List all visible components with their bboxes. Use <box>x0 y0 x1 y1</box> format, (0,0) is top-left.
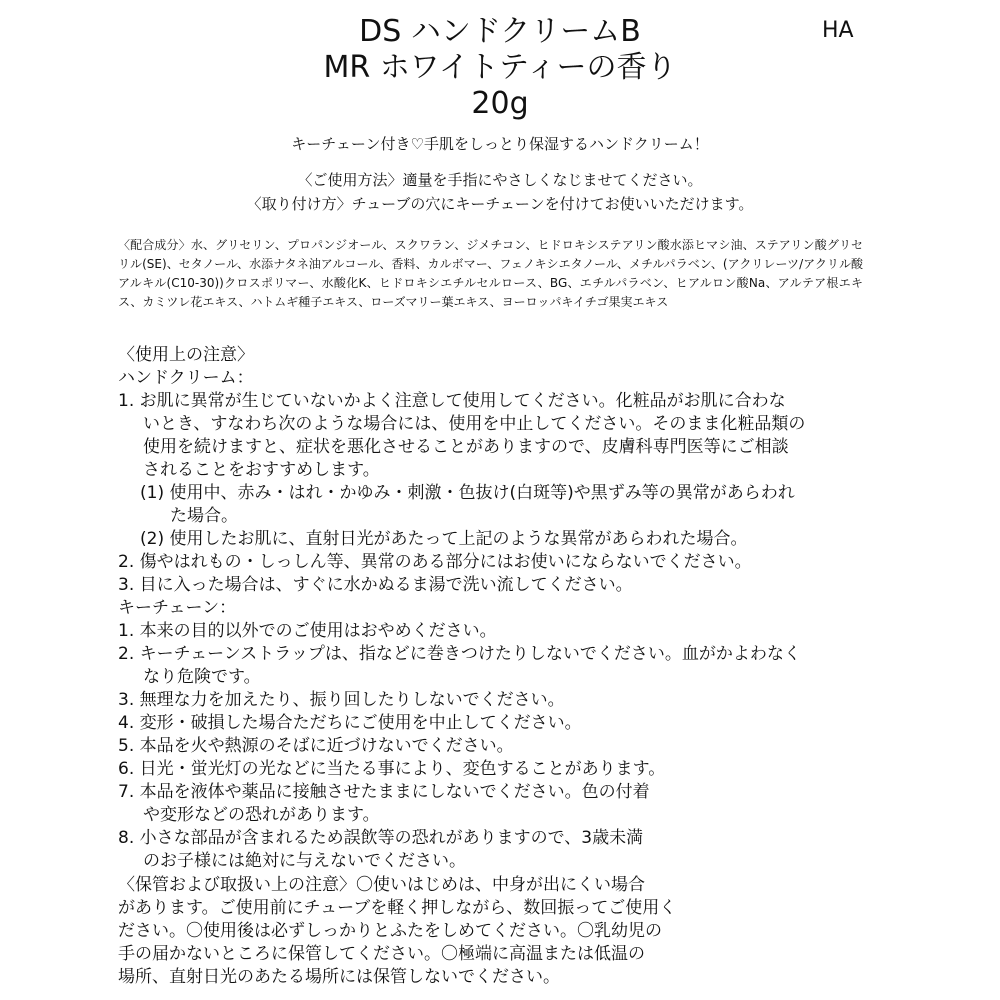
precaution-line: なり危険です。 <box>143 667 261 687</box>
precaution-line: 5. 本品を火や熱源のそばに近づけないでください。 <box>118 736 514 756</box>
storage-line: 〈保管および取扱い上の注意〉〇使いはじめは、中身が出にくい場合 <box>118 875 645 895</box>
precaution-line: いとき、すなわち次のような場合には、使用を中止してください。そのまま化粧品類の <box>143 414 806 434</box>
hand-cream-heading: ハンドクリーム： <box>118 368 254 388</box>
precaution-line: 2. キーチェーンストラップは、指などに巻きつけたりしないでください。血がかよわなく <box>118 644 801 664</box>
usage-instructions: 〈ご使用方法〉適量を手指にやさしくなじませてください。 <box>297 171 703 189</box>
precaution-line: 1. お肌に異常が生じていないかよく注意して使用してください。化粧品がお肌に合わな <box>118 391 786 411</box>
storage-line: ださい。〇使用後は必ずしっかりとふたをしめてください。〇乳幼児の <box>118 921 662 941</box>
precaution-line: 3. 目に入った場合は、すぐに水かぬるま湯で洗い流してください。 <box>118 575 633 595</box>
product-weight: 20g <box>471 86 529 121</box>
precautions-heading: 〈使用上の注意〉 <box>118 345 254 365</box>
precaution-line: 8. 小さな部品が含まれるため誤飲等の恐れがありますので、3歳未満 <box>118 828 644 848</box>
precaution-line: のお子様には絶対に与えないでください。 <box>143 851 466 871</box>
precaution-line: (2) 使用したお肌に、直射日光があたって上記のような異常があらわれた場合。 <box>140 529 748 549</box>
keychain-heading: キーチェーン： <box>118 598 237 618</box>
precaution-line: 1. 本来の目的以外でのご使用はおやめください。 <box>118 621 497 641</box>
storage-line: 手の届かないところに保管してください。〇極端に高温または低温の <box>118 944 645 964</box>
precaution-line: 7. 本品を液体や薬品に接触させたままにしないでください。色の付着 <box>118 782 650 802</box>
ingredients-list: 〈配合成分〉水、グリセリン、プロパンジオール、スクワラン、ジメチコン、ヒドロキシステアリン酸水添ヒマシ油、ステアリン酸グリセリル(SE)、セタノール、水添ナタネ油アルコール、香料、カルボマー、フェノキシエタノール、メチルパラベン、(アクリレーツ/アクリル酸アルキル(C10-30))クロスポリマー、水酸化K、ヒドロキシエチルセルロース、BG、エチルパラベン、ヒアルロン酸Na、アルテア根エキス、カミツレ花エキス、ハトムギ種子エキス、ローズマリー葉エキス、ヨーロッパキイチゴ果実エキス <box>118 238 863 309</box>
precaution-line: されることをおすすめします。 <box>143 460 380 480</box>
precaution-line: 4. 変形・破損した場合ただちにご使用を中止してください。 <box>118 713 582 733</box>
precaution-line: 使用を続けますと、症状を悪化させることがありますので、皮膚科専門医等にご相談 <box>143 437 789 457</box>
product-code: HA <box>822 18 854 43</box>
precaution-line: 6. 日光・蛍光灯の光などに当たる事により、変色することがあります。 <box>118 759 666 779</box>
precaution-line: 3. 無理な力を加えたり、振り回したりしないでください。 <box>118 690 565 710</box>
tagline: キーチェーン付き♡手肌をしっとり保湿するハンドクリーム！ <box>291 135 709 153</box>
precaution-line: や変形などの恐れがあります。 <box>143 805 380 825</box>
product-title-line2: MR ホワイトティーの香り <box>323 50 677 85</box>
product-title-line1: DS ハンドクリームB <box>359 14 641 49</box>
storage-line: があります。ご使用前にチューブを軽く押しながら、数回振ってご使用く <box>118 898 677 918</box>
precaution-line: (1) 使用中、赤み・はれ・かゆみ・刺激・色抜け(白斑等)や黒ずみ等の異常があらわれ <box>140 483 795 503</box>
storage-line: 場所、直射日光のあたる場所には保管しないでください。 <box>118 967 560 987</box>
attachment-instructions: 〈取り付け方〉チューブの穴にキーチェーンを付けてお使いいただけます。 <box>246 195 754 213</box>
precaution-line: 2. 傷やはれもの・しっしん等、異常のある部分にはお使いにならないでください。 <box>118 552 752 572</box>
precaution-line: た場合。 <box>170 506 238 526</box>
